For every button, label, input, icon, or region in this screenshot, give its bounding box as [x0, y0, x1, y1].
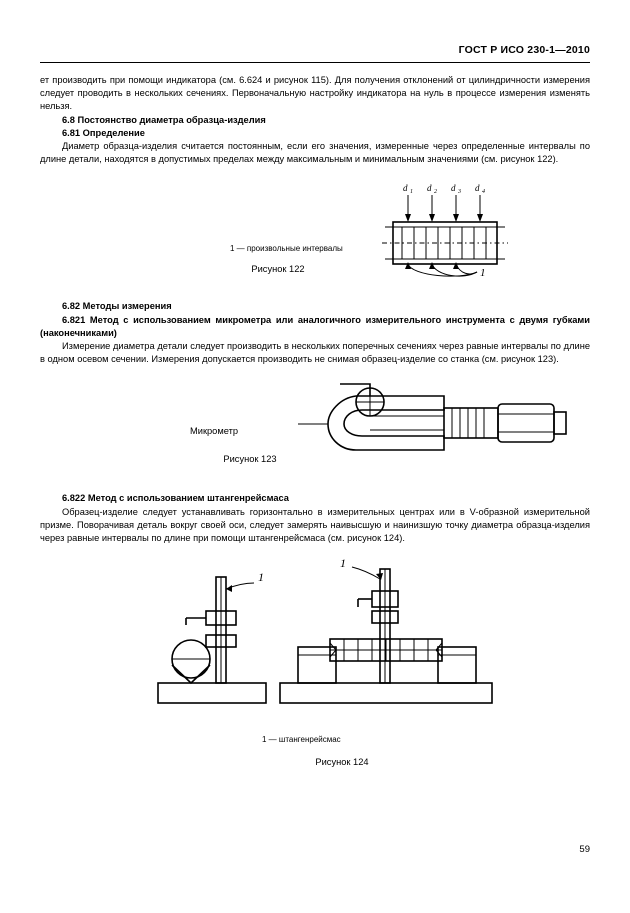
heading-6-822: 6.822 Метод с использованием штангенрейсмаса: [62, 493, 289, 504]
dim-label-d3: d: [451, 183, 456, 194]
dim-sub-1: 1: [410, 189, 413, 196]
dim-label-d4: d: [475, 183, 480, 194]
figure-122-legend: 1 — произвольные интервалы: [230, 244, 343, 254]
heading-6-821: 6.821 Метод с использованием микрометра или аналогичного измерительного инструмента с двумя губками (наконечниками): [40, 314, 590, 338]
figure-124-drawing: [40, 555, 590, 730]
figure-123-drawing: [40, 374, 590, 465]
dim-sub-4: 4: [482, 189, 485, 196]
paragraph-height-gauge: Образец-изделие следует устанавливать горизонтально в измерительных центрах или в V-образной измерительной призме. Поворачивая деталь вокруг своей оси, следует замерять наивысшую и наинизшую точку диаметра образца-изделия через равные интервалы по длине при помощи штангенрейсмаса (см. рисунок 124).: [40, 506, 590, 544]
page-header: ГОСТ Р ИСО 230-1—2010: [458, 44, 590, 56]
heading-6-81: 6.81 Определение: [62, 127, 145, 138]
figure-124-callout-right: 1: [340, 556, 346, 571]
figure-124: [40, 555, 590, 768]
paragraph-micrometer: Измерение диаметра детали следует производить в нескольких поперечных сечениях через равные интервалы по длине в одном осевом сечении. Измерения допускается производить не снимая образец-изделие со станка (см. рисунок 123).: [40, 341, 590, 365]
figure-123: [40, 374, 590, 478]
page-number: 59: [579, 844, 590, 855]
figure-123-caption: Рисунок 123: [223, 454, 277, 465]
figure-122-caption: Рисунок 122: [251, 264, 305, 275]
figure-123-label: Микрометр: [190, 426, 239, 437]
dim-label-d1: d: [403, 183, 408, 194]
header-rule: [40, 62, 590, 63]
page-content: [40, 74, 590, 768]
figure-124-legend: 1 — штангенрейсмас: [262, 735, 341, 745]
figure-124-caption: Рисунок 124: [315, 757, 369, 768]
figure-122-callout: 1: [480, 267, 486, 280]
figure-122: [40, 172, 590, 290]
heading-6-82: 6.82 Методы измерения: [62, 301, 172, 312]
heading-6-8: 6.8 Постоянство диаметра образца-изделия: [62, 114, 266, 125]
dim-sub-3: 3: [458, 189, 461, 196]
paragraph-definition: Диаметр образца-изделия считается постоянным, если его значения, измеренные через определенные интервалы по длине детали, находятся в допустимых пределах между максимальным и минимальным значениями (см. рисунок 122).: [40, 141, 590, 165]
dim-label-d2: d: [427, 183, 432, 194]
figure-124-callout-left: 1: [258, 570, 264, 585]
paragraph-intro: ет производить при помощи индикатора (см. 6.624 и рисунок 115). Для получения отклонений от цилиндричности измерения следует проводить в нескольких сечениях. Первоначальную настройку индикатора на нуль в процессе измерения изменять нельзя.: [40, 75, 590, 112]
dim-sub-2: 2: [434, 189, 437, 196]
